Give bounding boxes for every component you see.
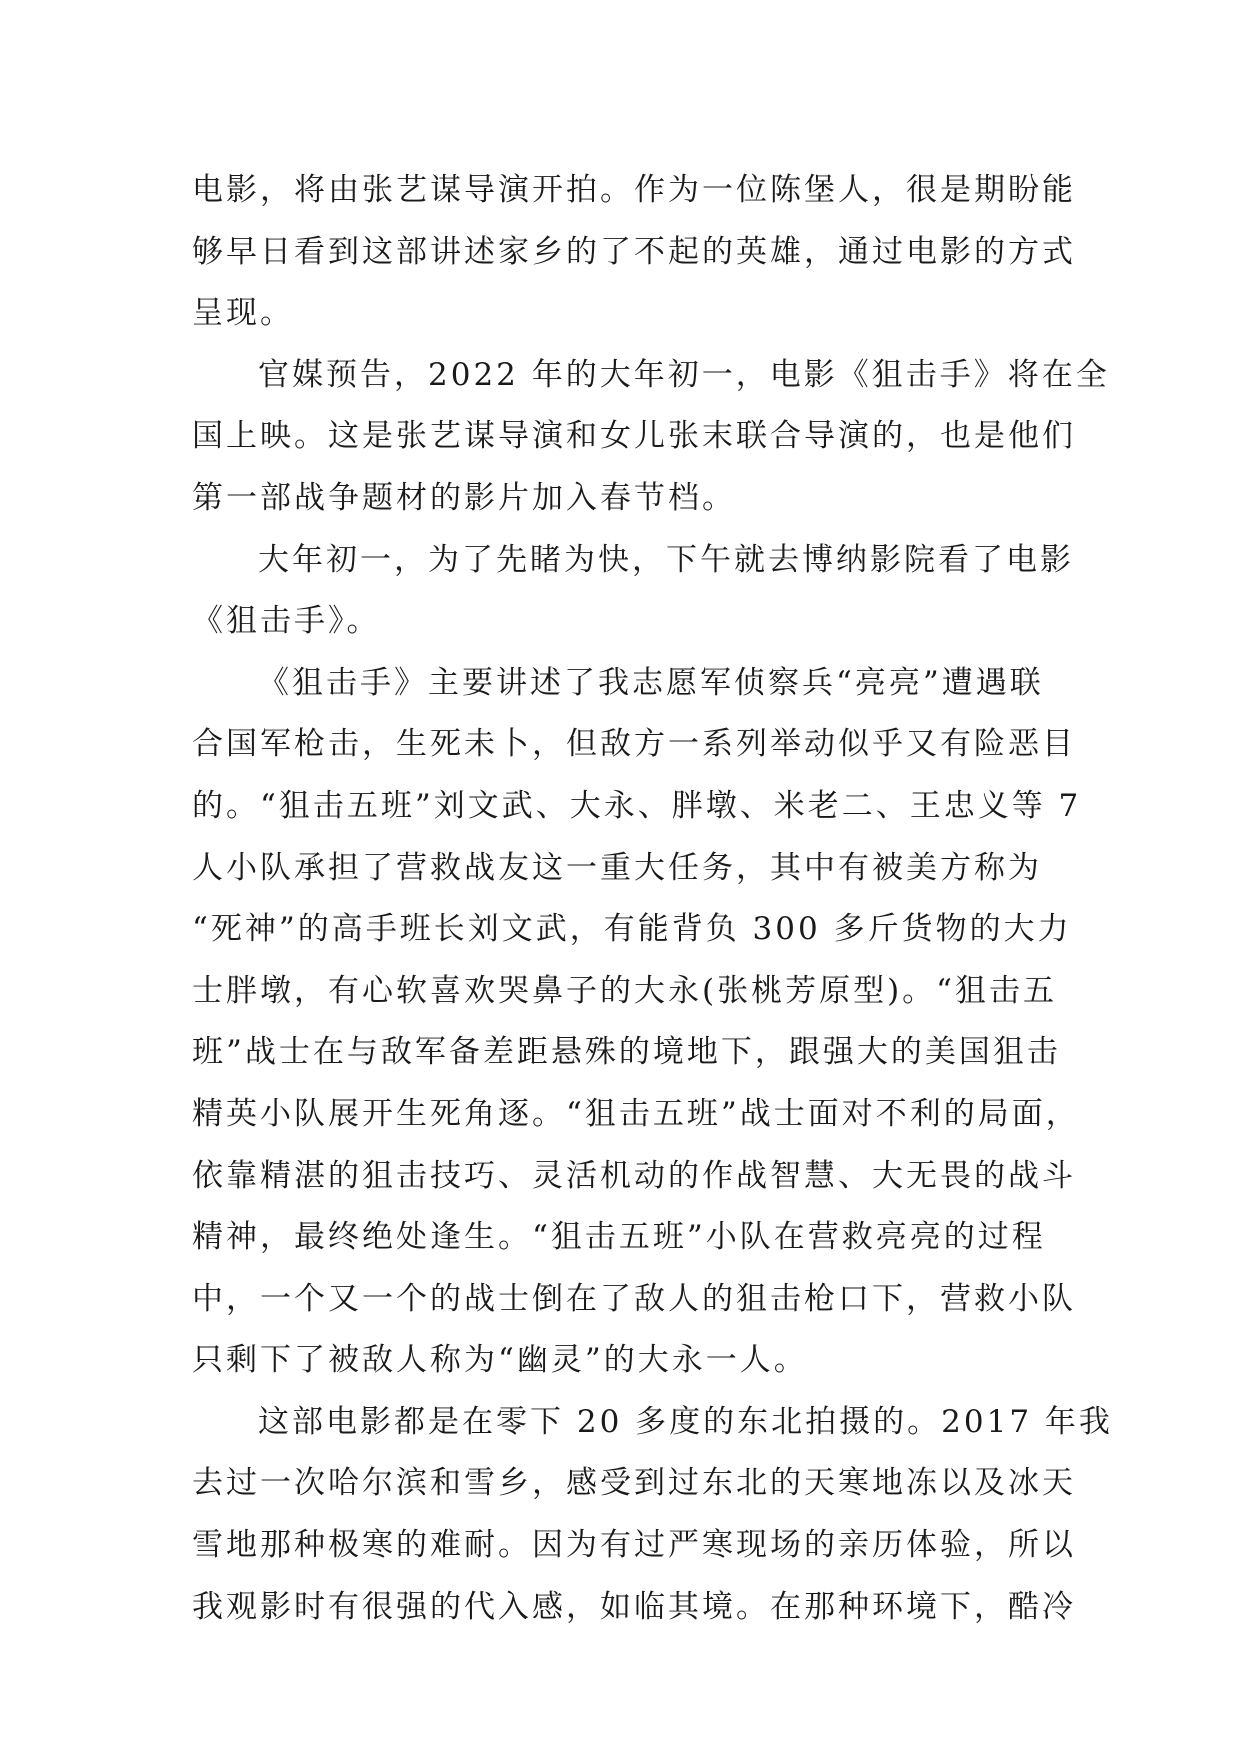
text-line: 官媒预告，2022 年的大年初一，电影《狙击手》将在全 [258, 356, 1110, 393]
paragraph-1 [192, 160, 1076, 345]
text-line: 够早日看到这部讲述家乡的了不起的英雄，通过电影的方式 [192, 233, 1076, 270]
paragraph-3 [192, 530, 1074, 653]
text-line: 中，一个又一个的战士倒在了敌人的狙击枪口下，营救小队 [192, 1280, 1076, 1317]
text-line: 的。“狙击五班”刘文武、大永、胖墩、米老二、王忠义等 7 [192, 787, 1082, 824]
text-line: 国上映。这是张艺谋导演和女儿张末联合导演的，也是他们 [192, 418, 1076, 455]
paragraph-5 [192, 1392, 1113, 1638]
text-line: 雪地那种极寒的难耐。因为有过严寒现场的亲历体验，所以 [192, 1527, 1076, 1564]
text-line: 大年初一，为了先睹为快，下午就去博纳影院看了电影 [258, 541, 1074, 578]
text-line: 第一部战争题材的影片加入春节档。 [192, 479, 736, 516]
text-line: 依靠精湛的狙击技巧、灵活机动的作战智慧、大无畏的战斗 [192, 1157, 1076, 1194]
text-line: “死神”的高手班长刘文武，有能背负 300 多斤货物的大力 [192, 911, 1072, 948]
text-line: 《狙击手》主要讲述了我志愿军侦察兵“亮亮”遭遇联 [258, 664, 1044, 701]
paragraph-2 [192, 345, 1110, 530]
article-body [192, 160, 1113, 1638]
paragraph-4 [192, 653, 1082, 1392]
text-line: 这部电影都是在零下 20 多度的东北拍摄的。2017 年我 [258, 1403, 1113, 1440]
text-line: 精英小队展开生死角逐。“狙击五班”战士面对不利的局面， [192, 1095, 1080, 1132]
text-line: 只剩下了被敌人称为“幽灵”的大永一人。 [192, 1342, 808, 1379]
text-line: 我观影时有很强的代入感，如临其境。在那种环境下，酷冷 [192, 1588, 1076, 1625]
text-line: 去过一次哈尔滨和雪乡，感受到过东北的天寒地冻以及冰天 [192, 1465, 1076, 1502]
text-line: 班”战士在与敌军备差距悬殊的境地下，跟强大的美国狙击 [192, 1034, 1061, 1071]
text-line: 呈现。 [192, 295, 294, 332]
text-line: 人小队承担了营救战友这一重大任务，其中有被美方称为 [192, 849, 1042, 886]
text-line: 士胖墩，有心软喜欢哭鼻子的大永(张桃芳原型)。“狙击五 [192, 972, 1058, 1009]
text-line: 合国军枪击，生死未卜，但敌方一系列举动似乎又有险恶目 [192, 726, 1076, 763]
text-line: 电影，将由张艺谋导演开拍。作为一位陈堡人，很是期盼能 [192, 172, 1076, 208]
text-line: 《狙击手》。 [192, 603, 381, 640]
text-line: 精神，最终绝处逢生。“狙击五班”小队在营救亮亮的过程 [192, 1219, 1046, 1256]
